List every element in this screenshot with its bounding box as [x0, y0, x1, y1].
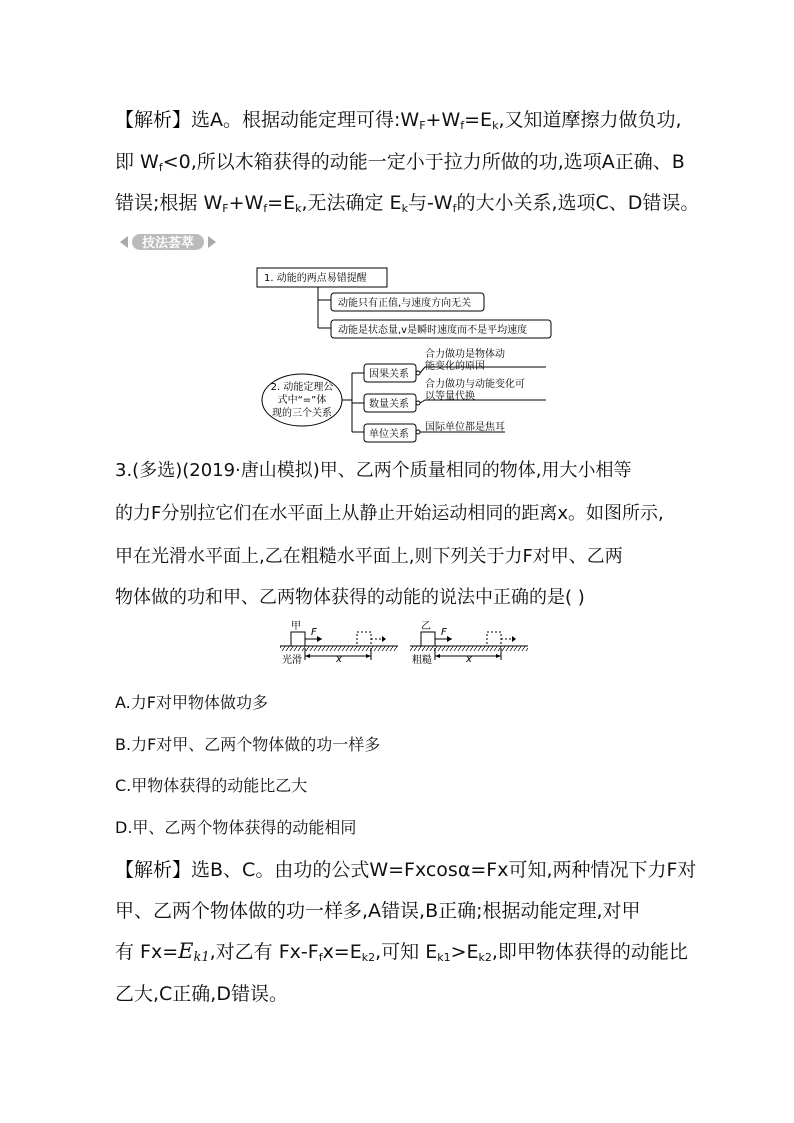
analysis2-line3: 有 $Fx=E_{k1}$,对乙有 $Fx-F_fx=E_{k2}$,可知 $E_{k1}>E_{k2}$,即甲物体获得的动能比 — [115, 939, 688, 965]
analysis-tag: 【解析】 — [115, 109, 192, 131]
mindmap-leaf1: 动能只有正值,与速度方向无关 — [338, 298, 472, 309]
mindmap-relation3-text1: 国际单位都是焦耳 — [425, 422, 505, 433]
option-c: C.甲物体获得的动能比乙大 — [115, 776, 308, 795]
question3-line1: 3.(多选)(2019·唐山模拟)甲、乙两个质量相同的物体,用大小相等 — [115, 460, 632, 481]
analysis2-line2: 甲、乙两个物体做的功一样多,A错误,B正确;根据动能定理,对甲 — [115, 900, 641, 922]
analysis2-line1: 【解析】选B、C。由功的公式W=Fxcosα=Fx可知,两种情况下力F对 — [115, 859, 697, 881]
option-d: D.甲、乙两个物体获得的动能相同 — [115, 818, 357, 837]
mindmap-relation2: 数量关系 — [369, 399, 409, 410]
mindmap-relation3: 单位关系 — [369, 429, 409, 440]
force-arrow-icon — [317, 636, 322, 642]
figure-left-distance: x — [336, 654, 342, 665]
question3-line2: 的力F分别拉它们在水平面上从静止开始运动相同的距离x。如图所示, — [115, 503, 664, 524]
figure-right-force: F — [441, 627, 447, 638]
mindmap-relation1: 因果关系 — [369, 369, 409, 380]
mindmap-center-line3: 现的三个关系 — [272, 408, 332, 419]
figure-right-distance: x — [466, 654, 472, 665]
mindmap-node1: 1. 动能的两点易错提醒 — [264, 273, 367, 284]
figure-right-surface: 粗糙 — [412, 655, 432, 666]
analysis2-line4: 乙大,C正确,D错误。 — [115, 983, 288, 1005]
figure-left-label: 甲 — [291, 621, 301, 632]
mindmap-leaf2: 动能是状态量,v是瞬时速度而不是平均速度 — [338, 325, 528, 336]
mindmap-center-line1: 2. 动能定理公 — [270, 382, 334, 393]
skill-badge-label: 技法荟萃 — [141, 236, 195, 251]
mindmap-relation2-text1: 合力做功与动能变化可 — [425, 379, 525, 390]
block-jia — [291, 632, 305, 646]
mindmap-relation1-text1: 合力做功是物体动 — [425, 349, 505, 360]
mindmap-relation1-text2: 能变化的原因 — [425, 361, 485, 372]
figure-left-force: F — [311, 627, 317, 638]
analysis1-line2: 即 $W_f<0$,所以木箱获得的动能一定小于拉力所做的功,选项A正确、B — [115, 151, 685, 174]
block-yi — [421, 632, 435, 646]
force-arrow-icon — [447, 636, 452, 642]
mindmap-center-line2: 式中“=”体 — [277, 395, 327, 406]
question3-line3: 甲在光滑水平面上,乙在粗糙水平面上,则下列关于力F对甲、乙两 — [115, 546, 623, 567]
option-a: A.力F对甲物体做功多 — [115, 693, 268, 712]
figure-right-label: 乙 — [421, 621, 431, 632]
question3-line4: 物体做的功和甲、乙两物体获得的动能的说法中正确的是( ) — [115, 587, 585, 608]
analysis1-line3: 错误;根据 $W_F+W_f=E_k$,无法确定 $E_k$与$-W_f$的大小关系,选项C、D错误。 — [115, 192, 700, 215]
option-b: B.力F对甲、乙两个物体做的功一样多 — [115, 735, 381, 754]
analysis-tag: 【解析】 — [115, 859, 192, 881]
mindmap-relation2-text2: 以等量代换 — [425, 391, 475, 402]
analysis1-line1: 【解析】选A。根据动能定理可得$:W_F+W_f=E_k$,又知道摩擦力做负功, — [115, 109, 682, 132]
figure-left-surface: 光滑 — [282, 655, 302, 666]
